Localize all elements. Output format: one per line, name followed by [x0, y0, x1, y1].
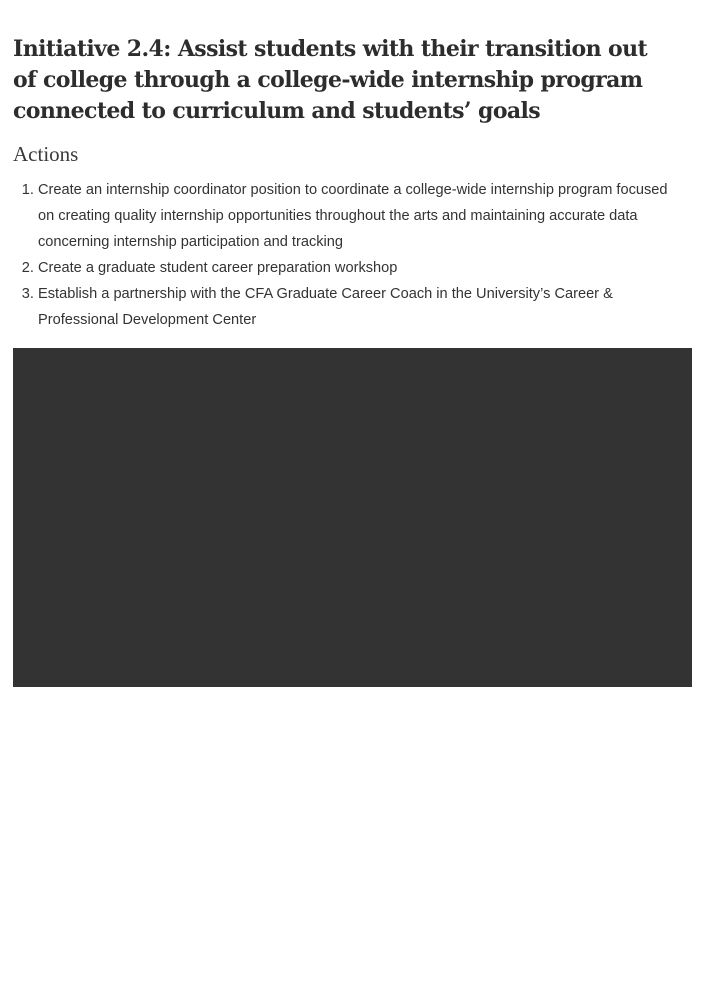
- progress-link-emelie-mahdavian[interactable]: Film & Media Arts Department Welcomes Emelie Mahdavian, Producer-In-Residence: [67, 808, 541, 823]
- actions-list: [13, 177, 678, 333]
- action-item: 1. Create an internship coordinator position to coordinate a college-wide internship program focused on creating quality internship opportunities throughout the arts and maintaining accurate data concerning internship participation and tracking: [38, 177, 678, 255]
- progress-list-item: [67, 937, 687, 991]
- progress-list-item: [67, 775, 687, 802]
- progress-list-item: [67, 829, 687, 856]
- progress-list-item: [67, 883, 687, 910]
- actions-heading: Actions: [13, 142, 79, 166]
- initiative-title: Initiative 2.4: Assist students with their transition out of college through a college-wide internship program connected to curriculum and students’ goals: [13, 36, 648, 124]
- progress-list-item: [67, 802, 687, 829]
- progress-list-item: [67, 856, 687, 883]
- progress-link-state-of-arts[interactable]: The University of Utah State of The Arts Address 2019-20: [67, 781, 387, 796]
- progress-link-odyssey[interactable]: Director Alexandra Harbold on Bringing “The Odyssey” to Life: [67, 862, 409, 877]
- progress-list-item: [67, 910, 687, 937]
- progress-link-stay-connected[interactable]: Stay Connected: Shannon Mostrom: [67, 889, 267, 904]
- progress-link-la-boheme[interactable]: School of Music Students, Alumni and Faculty Reunited in St George Opera's "La Bohème”: [67, 916, 574, 931]
- progress-panel: [13, 348, 692, 985]
- progress-link-gittins-gallery[interactable]: Howard Clark Scholarship Exhibition Opens in Gittins Gallery Featuring Alyssa Hood, Lucy Le Bohec, and Alexis Rausch: [67, 943, 655, 985]
- progress-links-list: [42, 775, 687, 991]
- action-item: 3. Establish a partnership with the CFA Graduate Career Coach in the University’s Career & Professional Development Center: [38, 281, 678, 333]
- action-item: 2. Create a graduate student career preparation workshop: [38, 255, 678, 281]
- progress-link-making-art-work[interactable]: MAKING ART WORK: No. 21, Cinematographer Matthew Pothier: [67, 835, 431, 850]
- progress-heading: View our progress: [42, 739, 198, 763]
